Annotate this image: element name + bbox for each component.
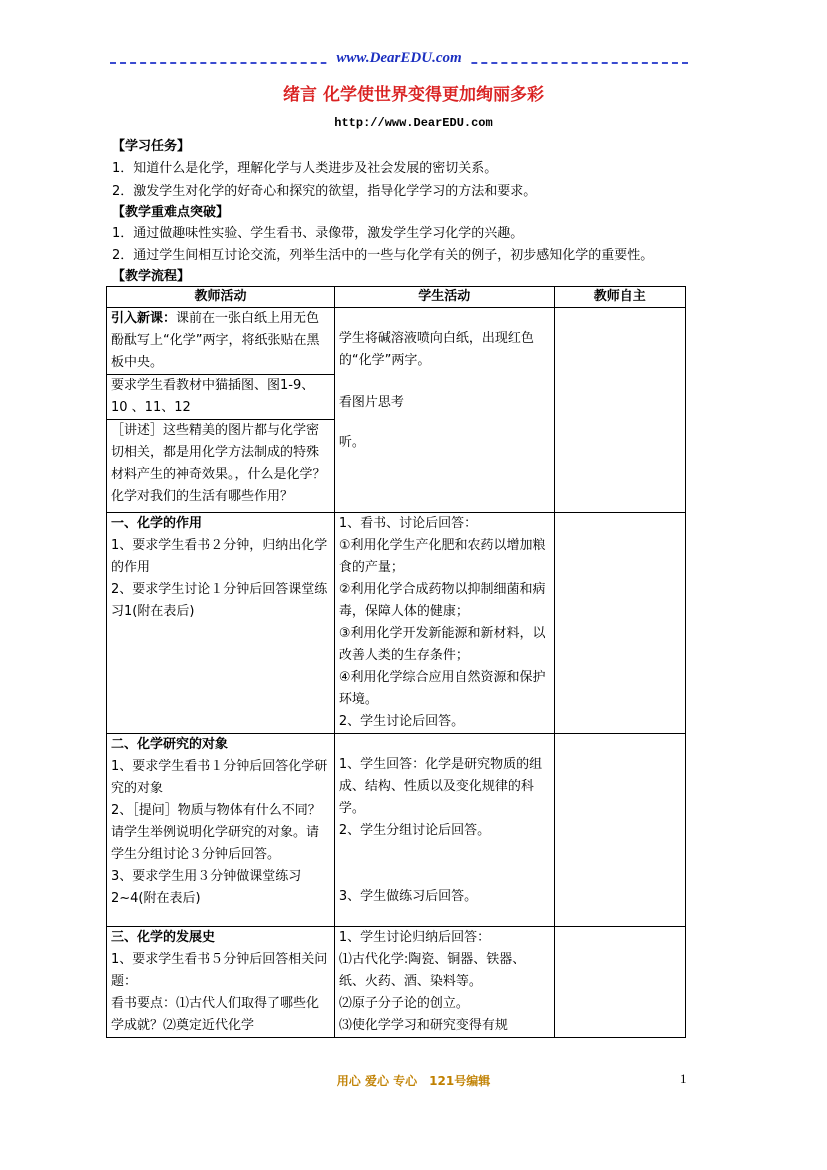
object-teacher-line: 3、要求学生用３分钟做课堂练习2~4(附在表后) xyxy=(111,869,302,906)
intro-student-1: 学生将碱溶液喷向白纸，出现红色的“化学”两字。 xyxy=(338,331,534,368)
role-teacher-2: 2、要求学生讨论１分钟后回答课堂练习1(附在表后) xyxy=(111,582,328,619)
object-autonomy-cell xyxy=(554,734,685,927)
history-heading: 三、化学的发展史 xyxy=(111,930,216,945)
role-student-line: ④利用化学综合应用自然资源和保护环境。 xyxy=(338,670,546,707)
intro-student-3: 听。 xyxy=(338,435,365,450)
header-autonomy: 教师自主 xyxy=(554,287,685,308)
table-row-history xyxy=(107,927,686,1038)
role-teacher-1: 1、要求学生看书２分钟，归纳出化学的作用 xyxy=(111,538,328,575)
header-student: 学生活动 xyxy=(334,287,554,308)
intro-teacher-block-2: 要求学生看教材中猫插图、图1-9、10 、11、12 xyxy=(107,375,334,420)
intro-label: 引入新课： xyxy=(111,311,177,326)
task-item: 1．知道什么是化学，理解化学与人类进步及社会发展的密切关系。 xyxy=(112,161,498,176)
object-student-1: 1、学生回答：化学是研究物质的组成、结构、性质以及变化规律的科学。 xyxy=(338,757,543,816)
key-item: 1．通过做趣味性实验、学生看书、录像带，激发学生学习化学的兴趣。 xyxy=(112,226,524,241)
section-heading-task: 【学习任务】 xyxy=(112,139,191,154)
table-row-object xyxy=(107,734,686,927)
history-student-line: ⑵原子分子论的创立。 xyxy=(338,996,469,1011)
object-teacher-line: 2、［提问］物质与物体有什么不同？请学生举例说明化学研究的对象。请学生分组讨论３分钟后回答。 xyxy=(111,803,321,862)
object-student-3: 3、学生做练习后回答。 xyxy=(338,889,478,904)
role-student-line: ③利用化学开发新能源和新材料，以改善人类的生存条件； xyxy=(338,626,546,663)
table-row-intro xyxy=(107,308,686,513)
history-autonomy-cell xyxy=(554,927,685,1038)
role-autonomy-cell xyxy=(554,513,685,734)
page-footer: 用心 爱心 专心 121号编辑 xyxy=(336,1074,491,1088)
history-teacher-line: 1、要求学生看书５分钟后回答相关问题： xyxy=(111,952,328,989)
task-item: 2．激发学生对化学的好奇心和探究的欲望，指导化学学习的方法和要求。 xyxy=(112,184,537,199)
history-student-line: ⑶使化学学习和研究变得有规 xyxy=(338,1018,508,1033)
site-logo-text[interactable]: www.DearEDU.com xyxy=(326,50,471,67)
object-teacher-line: 1、要求学生看书１分钟后回答化学研究的对象 xyxy=(111,759,328,796)
teaching-flow-table xyxy=(106,286,686,1038)
section-heading-key: 【教学重难点突破】 xyxy=(112,205,230,220)
page-title: 绪言 化学使世界变得更加绚丽多彩 xyxy=(283,85,544,105)
role-student-line: ②利用化学合成药物以抑制细菌和病毒，保障人体的健康； xyxy=(338,582,546,619)
role-student-line: 2、学生讨论后回答。 xyxy=(338,714,465,729)
intro-text: 课前在一张白纸上用无色酚酞写上“化学”两字，将纸张贴在黑板中央。 xyxy=(111,311,320,370)
intro-teacher-block-3: ［讲述］这些精美的图片都与化学密切相关，都是用化学方法制成的特殊材料产生的神奇效果。，什么是化学？化学对我们的生活有哪些作用？ xyxy=(111,423,326,504)
history-student-line: ⑴古代化学:陶瓷、铜器、铁器、纸、火药、酒、染料等。 xyxy=(338,952,526,989)
role-student-line: ①利用化学生产化肥和农药以增加粮食的产量； xyxy=(338,538,546,575)
object-student-2: 2、学生分组讨论后回答。 xyxy=(338,823,491,838)
page-number: 1 xyxy=(680,1071,687,1086)
key-item: 2．通过学生间相互讨论交流，列举生活中的一些与化学有关的例子，初步感知化学的重要性。 xyxy=(112,248,654,263)
header-teacher: 教师活动 xyxy=(107,287,335,308)
intro-student-2: 看图片思考 xyxy=(338,395,404,410)
history-student-line: 1、学生讨论归纳后回答： xyxy=(338,930,491,945)
site-banner xyxy=(110,50,688,74)
intro-teacher-block-1 xyxy=(107,308,334,375)
intro-autonomy-cell xyxy=(554,308,685,513)
table-header-row xyxy=(107,287,686,308)
section-heading-flow: 【教学流程】 xyxy=(112,269,191,284)
role-heading: 一、化学的作用 xyxy=(111,516,203,531)
role-student-line: 1、看书、讨论后回答： xyxy=(338,516,478,531)
source-url[interactable]: http://www.DearEDU.com xyxy=(334,116,493,130)
object-heading: 二、化学研究的对象 xyxy=(111,737,229,752)
table-row-role xyxy=(107,513,686,734)
history-teacher-line: 看书要点：⑴古代人们取得了哪些化学成就？⑵奠定近代化学 xyxy=(111,996,320,1033)
